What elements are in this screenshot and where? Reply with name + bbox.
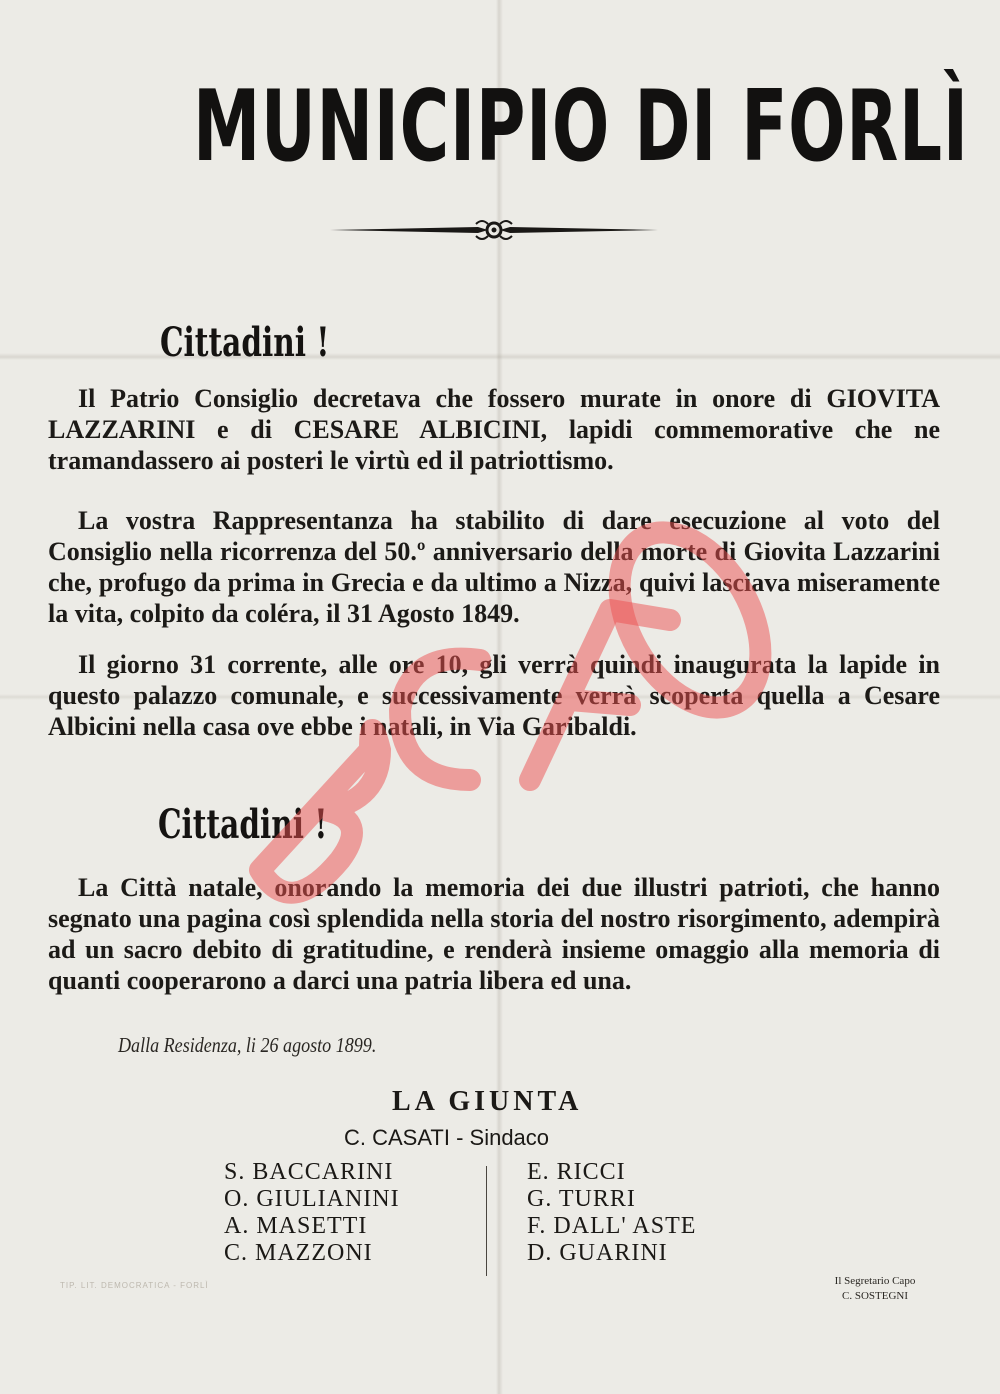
members-left-list [224,1159,400,1267]
paragraph-closing-text: La Città natale, onorando la memoria dei due illustri patrioti, che hanno segnato una pagina così splendida nella storia del nostro risorgimento, adempirà ad un sacro debito di gratitudine, e renderà insieme omaggio alla memoria di quanti cooperarono a darci una patria libera ed una. [48,873,940,995]
poster-headline: MUNICIPIO DI FORLÌ [192,70,969,184]
member-name: A. MASETTI [224,1213,368,1239]
secretary-block [820,1274,930,1304]
heading-cittadini-1: Cittadini ! [160,319,330,366]
place-date: Dalla Residenza, li 26 agosto 1899. [118,1033,377,1057]
signatory-title: LA GIUNTA [392,1086,583,1117]
mayor-line [344,1124,549,1152]
member-name: G. TURRI [527,1186,636,1212]
member-name: D. GUARINI [527,1240,668,1266]
mayor-separator: - [449,1125,470,1150]
member-name: S. BACCARINI [224,1159,394,1185]
member-name: C. MAZZONI [224,1240,373,1266]
secretary-name: C. SOSTEGNI [841,1290,908,1302]
member-name: E. RICCI [527,1159,626,1185]
members-right-list [527,1159,696,1267]
ornament-divider-icon [328,216,660,244]
printer-credit: TIP. LIT. DEMOCRATICA - FORLÌ [60,1281,209,1290]
paragraph-anniversary-text: La vostra Rappresentanza ha stabilito di dare esecuzione al voto del Consiglio nella ricorrenza del 50.º anniversario della morte di Giovita Lazzarini che, profugo da prima in Grecia e da ultimo a Nizza, quivi lasciava miseramente la vita, colpito da coléra, il 31 Agosto 1849. [48,506,940,628]
member-name: O. GIULIANINI [224,1186,400,1212]
heading-cittadini-2: Cittadini ! [158,801,328,848]
member-name: F. DALL' ASTE [527,1213,697,1239]
secretary-title: Il Segretario Capo [834,1275,916,1287]
paragraph-decree-text: Il Patrio Consiglio decretava che fossero murate in onore di GIOVITA LAZZARINI e di CESARE ALBICINI, lapidi commemorative che ne tramandassero ai posteri le virtù ed il patriottismo. [48,384,940,475]
watermark-stamp [230,450,790,910]
mayor-role: Sindaco [469,1125,550,1150]
members-divider [486,1166,487,1276]
mayor-name: C. CASATI [344,1125,450,1150]
paragraph-inauguration-text: Il giorno 31 corrente, alle ore 10, gli verrà quindi inaugurata la lapide in questo palazzo comunale, e successivamente verrà scoperta quella a Cesare Albicini nella casa ove ebbe i natali, in Via Garibaldi. [48,650,940,741]
